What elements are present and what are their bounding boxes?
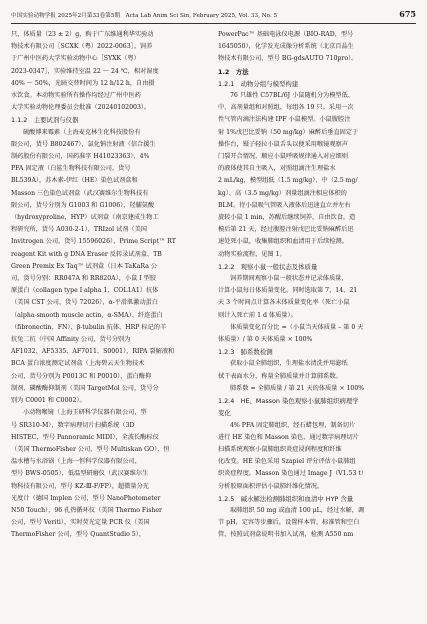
page-number: 675 (399, 9, 416, 19)
text-line: 40% ～ 50%，光暗交替时间为 12 h/12 h，自由摄 (11, 79, 155, 87)
text-line: 光度计（德国 Implen 公司，型号 NanoPhotometer (11, 494, 161, 502)
text-line: 进行 HE 染色和 Masson 染色，通过数字病理切片 (218, 433, 359, 441)
text-line: （alpha-smooth muscle actin，α-SMA）、纤连蛋白 (11, 311, 163, 319)
two-column-body (11, 29, 416, 542)
text-line: 天 3 个时间点计算各末体质量变化率（死亡小鼠 (218, 299, 350, 307)
text-line: 型号 BWS-0505），低温型研磨仪（武汉赛维尔生 (11, 470, 149, 478)
section-heading: 1.2.4 HE、Masson 染色观察小鼠肺组织病理学 (218, 397, 359, 406)
text-line: 原蛋白（collagen type Ⅰ alpha 1，COL1A1）抗体 (11, 287, 159, 295)
text-line: 公司，货号分别为 P0013C 和 P0010），蛋白酶抑 (11, 372, 152, 380)
text-line: 门裂开合情况，顺应小鼠呼吸规律通入对应细则 (218, 153, 348, 161)
text-line: 水饮食。本动物实验所有操作均经过广州中医药 (11, 92, 141, 100)
text-line: 温水槽与水浴锅（上海一恒科学仪器有限公司， (11, 458, 141, 466)
text-line: 体质量变化百分比 =（小鼠当天体质量 – 第 0 天 (230, 323, 364, 331)
text-line: 硫酸博来霉素（上海麦克林生化科技股份有 (23, 128, 141, 136)
text-line: N50 Touch），96 孔热循环仪（美国 Thermo Fisher (11, 506, 162, 514)
text-line: 2 mL/kg，模型组低（1.5 mg/kg）、中（2.5 mg/ (218, 177, 358, 185)
text-line: 程研究所，货号 A030-2-1），TRIzol 试剂（美国 (11, 226, 147, 234)
text-line: 限公司，货号分别为 G1003 和 G1006），羟脯氨酸 (11, 201, 155, 209)
journal-citation: 中国实验动物学报 2025年2月第33卷第5期 Acta Lab Anim Sci Sin, February 2025, Vol. 33, No. 5 (11, 13, 278, 19)
section-heading: 1.1.2 主要试剂与仪器 (11, 116, 79, 125)
text-line: 计算小鼠每日体质量变化。同时选取第 7，14，21 (218, 287, 358, 295)
section-heading: 1.2.2 观察小鼠一般状态及体质量 (218, 262, 318, 271)
text-line: 模后第 21 天，经过腹腔注射戊巴比妥钠麻醉后迅 (218, 226, 354, 234)
text-line: 只，体质量（23 ± 2）g，购于广东维通利华实验动 (11, 31, 154, 38)
running-header (11, 10, 416, 24)
text-line: （fibronectin，FN）、β-tubulin 抗体、HRP 标记的羊 (11, 323, 167, 331)
text-line: （hydroxyproline，HYP）试剂盒（南京建成生物工 (11, 214, 159, 222)
text-line: 性气管内滴注法构建 IPF 小鼠模型。小鼠腹腔注 (218, 116, 351, 124)
text-line: 扫描系统观察小鼠肺组织炎症浸润程度和纤维 (218, 445, 342, 453)
text-line: 管，按照试剂盒说明书加入试剂，检测 A550 nm (218, 531, 354, 539)
text-line: 号 SR310-M），数字病理切片扫描系统（3D (11, 421, 135, 429)
text-line: 分析胶原面积评估小鼠肺纤维化情况。 (218, 482, 324, 490)
text-line: 获取小鼠全肺组织，生理盐水清洗并用滤纸 (230, 360, 348, 368)
text-line: HISTEC，型号 Pannoramic MIDI），全波长酶标仪 (11, 433, 159, 441)
text-line: 物技术有限公司［SCXK（粤）2022-0063］。饲养 (11, 43, 153, 51)
text-line: 体质量）/ 第 0 天体质量 × 100% (218, 336, 313, 344)
text-line: 大学实验动物伦理委员会批准（20240102003）。 (11, 104, 151, 112)
text-line: 动物实验流程，见图 1。 (218, 250, 286, 258)
text-line: 肺系数 = 全肺质量 / 第 21 天的体质量 × 100% (230, 384, 365, 392)
text-line: BL539A），苏木素-伊红（HE）染色试剂盒和 (11, 177, 138, 185)
text-line: 则计入死亡前 1 d 体质量）。 (218, 311, 297, 319)
text-line: 物科技有限公司，型号 KZ-Ⅲ-F/FP），超微量分光 (11, 482, 149, 490)
text-line: 4% PFA 固定肺组织，经石蜡包埋，制备切片 (230, 421, 356, 429)
text-line: 制剂、磷酸酶抑制剂（美国 TargetMol 公司，货号分 (11, 384, 159, 392)
text-line: 限公司，货号 B802467），氯化钠注射液（信合援生 (11, 140, 156, 148)
text-line: AF1032、AF5335、AF7011、S0001），RIPA 裂解液和 (11, 348, 175, 356)
section-heading: 1.2.1 动物分组与模型构建 (218, 79, 299, 88)
text-line: Masson 三色染色试剂盒（武汉赛维尔生物科技有 (11, 189, 149, 197)
text-line: 织炎症程度，Masson 染色通过 Image J（V1.53 t） (218, 470, 368, 478)
text-line: 小动物喉镜（上海玉研科学仪器有限公司，型 (23, 409, 147, 417)
text-line: 制药股份有限公司，国药准字 H41023363），4% (11, 153, 150, 161)
text-line: 司，货号分别：RR047A 和 RR820A），小鼠 Ⅰ 型胶 (11, 275, 157, 283)
text-line: 取肺组织 50 mg 或血清 100 μL，经过水解，调 (230, 506, 365, 514)
section-heading: 1.2.3 肺系数检测 (218, 348, 273, 357)
text-line: 饲养期间观察小鼠一般状态并记录体质量， (230, 275, 348, 283)
text-line: 射 1%戊巴比妥钠（50 mg/kg）麻醉后垂直固定于 (218, 128, 359, 136)
text-line: 物技术有限公司，型号 BG-gdsAUTO 710pro）。 (218, 55, 358, 63)
text-line: Green Premix Ex Taq™ 试剂盒（日本 TaKaRa 公 (11, 262, 158, 270)
section-heading: 变化 (218, 409, 231, 418)
text-line: PowerPac™ 基础电泳仪电源（BIO-RAD，型号 (218, 31, 354, 38)
text-line: 化改变。HE 染色采用 Szapiel 评分评估小鼠肺组 (218, 458, 356, 466)
text-line: kg）、高（3.5 mg/kg）剂量组滴注相应体积的 (218, 189, 347, 197)
section-heading: 1.2 方法 (218, 67, 249, 76)
left-column (11, 29, 209, 542)
text-line: 操作台，镊子轻拉小鼠舌头以便采用喉镜观察声 (218, 140, 348, 148)
text-line: 公司，型号 Veriti），实时荧光定量 PCR 仪（美国 (11, 519, 150, 527)
text-line: 节 pH，定容等步骤后，设置样本管、标准管和空白 (218, 519, 360, 527)
text-line: 76 只雄性 C57BL/6J 小鼠随机分为模型低、 (230, 92, 354, 100)
right-column (218, 29, 416, 542)
text-line: 别为 C0001 和 C0002）。 (11, 397, 86, 405)
text-line: 拭干表面水分，称量全肺质量并计算肺系数。 (218, 372, 342, 380)
text-line: 的液体使其自主吸入，对照组滴注生理盐水 (218, 165, 336, 173)
text-line: PFA 固定液（白鲨生物科技有限公司，货号 (11, 165, 131, 173)
text-line: reagent Kit with g DNA Eraser 反转录试剂盒、TB (11, 250, 162, 258)
text-line: 中、高剂量组和对照组，每组各 19 只。采用一次 (218, 104, 354, 112)
text-line: ThermoFisher 公司，型号 QuantStudio 5）， (11, 531, 146, 539)
text-line: 速处死小鼠，收集肺组织和血清用于后续检测。 (218, 238, 348, 246)
text-line: 于广州中医药大学实验动物中心［SYXK（粤） (11, 55, 140, 63)
text-line: 抗兔二抗（中国 Affinity 公司，货号分别为 (11, 336, 131, 344)
text-line: 1645050），化学发光成像分析系统（北京百晶生 (218, 43, 354, 51)
text-line: BLM。待小鼠吸气管吸入液体后迅速直立并左右 (218, 201, 351, 209)
text-line: （美国 CST 公司，货号 72026），α-平滑肌激动蛋白 (11, 299, 159, 307)
text-line: Invitrogen 公司，货号 15596026），Prime Script™ RT (11, 238, 176, 246)
text-line: 2023-0347］，实验维持室温 22 ～ 24 ℃，相对湿度 (11, 67, 159, 75)
text-line: （美国 ThermoFisher 公司，型号 Multiskan GO），恒 (11, 445, 170, 453)
text-line: 旋转小鼠 1 min，苏醒后继续饲养，自由饮食。造 (218, 214, 356, 222)
text-line: BCA 蛋白浓度测定试剂盒（上海碧云天生物技术 (11, 360, 145, 368)
section-heading: 1.2.5 碱水解法检测肺组织和血清中 HYP 含量 (218, 494, 354, 503)
